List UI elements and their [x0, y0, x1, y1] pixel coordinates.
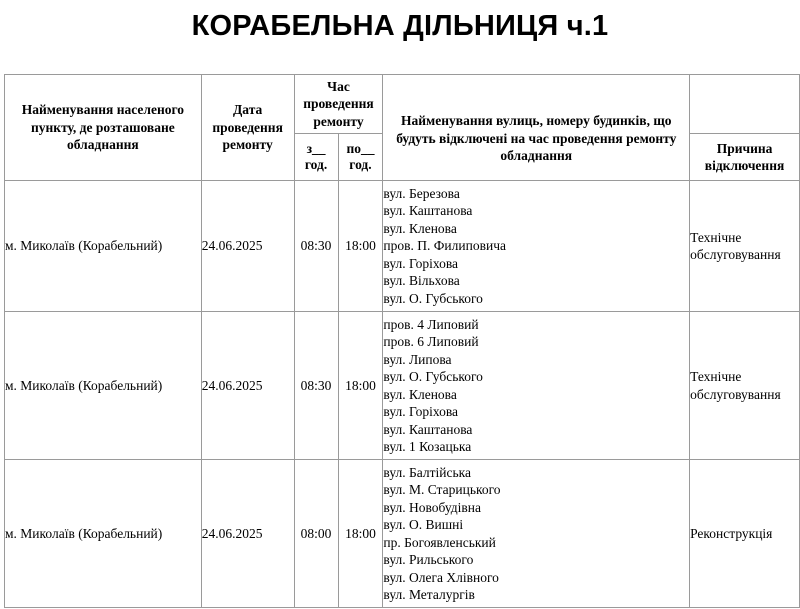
street-item: вул. Олега Хлівного	[383, 569, 499, 585]
outage-schedule-table	[4, 74, 800, 608]
street-item: вул. Металургів	[383, 587, 475, 602]
row-settlement: м. Миколаїв (Корабельний)	[5, 460, 202, 608]
street-item: вул. Горіхова	[383, 255, 459, 271]
row-time-from: 08:00	[294, 460, 338, 608]
header-blank-cell	[690, 75, 800, 134]
street-item: пров. П. Филиповича	[383, 238, 506, 254]
row-time-to: 18:00	[338, 181, 383, 312]
header-reason: Причина відключення	[690, 134, 800, 181]
row-streets	[383, 312, 690, 460]
street-item: вул. Вільхова	[383, 273, 460, 289]
header-time: Час проведення ремонту	[294, 75, 383, 134]
row-date: 24.06.2025	[201, 181, 294, 312]
header-date: Дата проведення ремонту	[201, 75, 294, 181]
row-time-from: 08:30	[294, 312, 338, 460]
header-time-from: з__ год.	[294, 134, 338, 181]
street-item: вул. О. Губського	[383, 369, 483, 384]
header-row	[5, 75, 800, 134]
street-item: вул. М. Старицького	[383, 482, 501, 497]
street-item: вул. Новобудівна	[383, 499, 481, 515]
street-item: вул. Кленова	[383, 220, 457, 236]
row-streets	[383, 181, 690, 312]
row-streets	[383, 460, 690, 608]
street-item: вул. Горіхова	[383, 404, 459, 419]
row-date: 24.06.2025	[201, 312, 294, 460]
row-time-to: 18:00	[338, 460, 383, 608]
street-item: вул. О. Губського	[383, 290, 483, 306]
street-item: пров. 4 Липовий	[383, 316, 479, 332]
street-item: пр. Богоявленський	[383, 534, 496, 550]
street-item: вул. 1 Козацька	[383, 439, 472, 454]
header-time-to: по__ год.	[338, 134, 383, 181]
header-settlement: Найменування населеного пункту, де розташоване обладнання	[5, 75, 202, 181]
street-item: вул. Кленова	[383, 386, 457, 402]
table-row	[5, 181, 800, 312]
row-reason: Технічне обслуговування	[690, 312, 800, 460]
street-item: вул. Каштанова	[383, 203, 473, 219]
row-settlement: м. Миколаїв (Корабельний)	[5, 181, 202, 312]
table-row	[5, 312, 800, 460]
street-item: вул. Березова	[383, 185, 460, 201]
page-title: КОРАБЕЛЬНА ДІЛЬНИЦЯ ч.1	[191, 10, 609, 42]
street-item: пров. 6 Липовий	[383, 334, 479, 349]
street-item: вул. Балтійська	[383, 464, 471, 480]
row-reason: Технічне обслуговування	[690, 181, 800, 312]
street-item: вул. Липова	[383, 351, 452, 367]
header-streets-text: Найменування вулиць, номеру будинків, що будуть відключені на час проведення ремонту обладнання	[396, 113, 677, 164]
table-row	[5, 460, 800, 608]
row-settlement: м. Миколаїв (Корабельний)	[5, 312, 202, 460]
row-time-from: 08:30	[294, 181, 338, 312]
row-reason: Реконструкція	[690, 460, 800, 608]
header-streets	[383, 75, 690, 181]
row-date: 24.06.2025	[201, 460, 294, 608]
street-item: вул. Рильського	[383, 552, 474, 567]
street-item: вул. Каштанова	[383, 421, 473, 437]
street-item: вул. О. Вишні	[383, 517, 464, 532]
row-time-to: 18:00	[338, 312, 383, 460]
